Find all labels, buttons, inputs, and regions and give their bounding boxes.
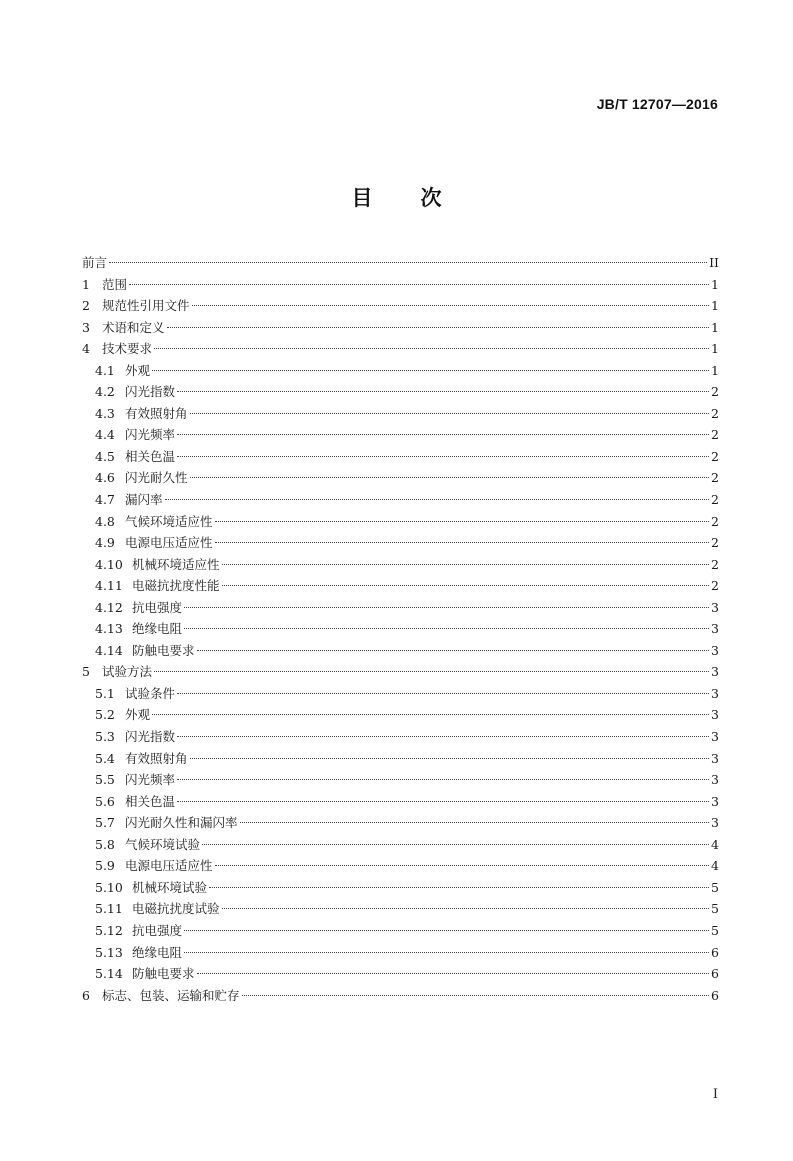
toc-entry-page: 3	[711, 815, 719, 831]
toc-entry[interactable]	[82, 360, 719, 382]
toc-entry-number: 5.9	[95, 858, 115, 874]
footer-page-number: I	[712, 1087, 718, 1102]
toc-entry-label: 闪光指数	[125, 729, 176, 745]
toc-entry-page: 2	[711, 492, 719, 508]
toc-entry-number: 5.7	[95, 815, 115, 831]
toc-entry[interactable]	[82, 898, 719, 920]
toc-entry-label: 外观	[125, 362, 151, 378]
toc-entry[interactable]	[82, 640, 719, 662]
toc-entry-label: 闪光耐久性	[125, 470, 188, 486]
toc-entry[interactable]	[82, 381, 719, 403]
toc-entry-label: 有效照射角	[125, 405, 188, 421]
toc-dot-leader	[190, 413, 709, 414]
toc-entry-number: 4.11	[95, 578, 123, 594]
toc-entry-label: 规范性引用文件	[102, 298, 190, 314]
toc-entry[interactable]	[82, 597, 719, 619]
toc-dot-leader	[222, 908, 709, 909]
toc-entry-number: 5.8	[95, 836, 115, 852]
toc-dot-leader	[152, 714, 709, 715]
toc-dot-leader	[177, 391, 709, 392]
toc-entry-number: 4.9	[95, 535, 115, 551]
document-code: JB/T 12707—2016	[596, 96, 718, 112]
toc-dot-leader	[215, 865, 709, 866]
toc-entry-number: 4.13	[95, 621, 123, 637]
toc-entry-page: 6	[711, 987, 719, 1003]
toc-dot-leader	[240, 822, 709, 823]
toc-dot-leader	[215, 521, 709, 522]
toc-entry-page: 6	[711, 966, 719, 982]
toc-entry[interactable]	[82, 489, 719, 511]
toc-entry-number: 2	[82, 298, 90, 314]
toc-dot-leader	[197, 650, 709, 651]
toc-entry[interactable]	[82, 511, 719, 533]
toc-entry-number: 4.14	[95, 642, 123, 658]
title-char-2: 次	[420, 185, 442, 210]
toc-entry-number: 3	[82, 319, 90, 335]
toc-entry-number: 4.8	[95, 513, 115, 529]
toc-entry-page: 3	[711, 707, 719, 723]
toc-dot-leader	[177, 801, 709, 802]
toc-entry-label: 气候环境试验	[125, 836, 201, 852]
toc-dot-leader	[190, 477, 709, 478]
toc-entry-number: 4.4	[95, 427, 115, 443]
toc-entry-page: 3	[711, 793, 719, 809]
toc-entry-label: 试验方法	[102, 664, 153, 680]
toc-entry[interactable]	[82, 661, 719, 683]
toc-entry-page: 2	[711, 384, 719, 400]
toc-entry[interactable]	[82, 942, 719, 964]
toc-entry[interactable]	[82, 403, 719, 425]
toc-entry-label: 闪光指数	[125, 384, 176, 400]
toc-dot-leader	[154, 348, 709, 349]
toc-entry-number: 5.12	[95, 922, 123, 938]
toc-dot-leader	[165, 499, 709, 500]
toc-entry-label: 电源电压适应性	[125, 535, 213, 551]
toc-entry-page: 4	[711, 858, 719, 874]
toc-entry-number: 4.6	[95, 470, 115, 486]
toc-dot-leader	[184, 607, 709, 608]
toc-dot-leader	[215, 542, 709, 543]
toc-entry-label: 范围	[102, 276, 128, 292]
toc-entry-page: 3	[711, 621, 719, 637]
toc-entry-number: 4	[82, 341, 90, 357]
toc-entry-label: 电磁抗扰度试验	[132, 901, 220, 917]
toc-entry[interactable]	[82, 812, 719, 834]
toc-entry-label: 电源电压适应性	[125, 858, 213, 874]
toc-entry-label: 绝缘电阻	[132, 944, 183, 960]
toc-dot-leader	[177, 693, 709, 694]
toc-entry[interactable]	[82, 683, 719, 705]
toc-entry-page: 3	[711, 750, 719, 766]
toc-entry-number: 5.5	[95, 772, 115, 788]
toc-entry[interactable]	[82, 920, 719, 942]
toc-entry[interactable]	[82, 295, 719, 317]
toc-entry-number: 5.2	[95, 707, 115, 723]
toc-entry-label: 相关色温	[125, 448, 176, 464]
toc-entry-number: 5.1	[95, 685, 115, 701]
toc-entry-label: 防触电要求	[132, 966, 195, 982]
toc-entry-label: 机械环境试验	[132, 879, 208, 895]
toc-entry[interactable]	[82, 424, 719, 446]
toc-entry-label: 闪光频率	[125, 772, 176, 788]
toc-dot-leader	[222, 585, 709, 586]
toc-dot-leader	[192, 305, 709, 306]
toc-entry-page: 1	[711, 319, 719, 335]
toc-entry-number: 5.10	[95, 879, 123, 895]
toc-entry-label: 外观	[125, 707, 151, 723]
toc-entry-label: 气候环境适应性	[125, 513, 213, 529]
toc-dot-leader	[222, 564, 709, 565]
toc-entry-number: 5.14	[95, 966, 123, 982]
toc-dot-leader	[184, 930, 709, 931]
toc-entry-label: 前言	[82, 255, 108, 270]
toc-entry-page: 3	[711, 685, 719, 701]
toc-entry-number: 5.6	[95, 793, 115, 809]
toc-dot-leader	[202, 844, 709, 845]
toc-entry-page: 2	[711, 556, 719, 572]
toc-entry-label: 标志、包装、运输和贮存	[102, 987, 240, 1003]
toc-entry[interactable]	[82, 274, 719, 296]
toc-dot-leader	[184, 952, 709, 953]
toc-dot-leader	[177, 456, 709, 457]
table-of-contents	[82, 252, 719, 1006]
toc-entry[interactable]	[82, 446, 719, 468]
toc-entry[interactable]	[82, 834, 719, 856]
toc-entry-number: 5.4	[95, 750, 115, 766]
toc-entry-label: 试验条件	[125, 685, 176, 701]
toc-entry-page: 3	[711, 599, 719, 615]
toc-entry-label: 抗电强度	[132, 922, 183, 938]
toc-entry[interactable]	[82, 726, 719, 748]
toc-entry-page: 2	[711, 535, 719, 551]
toc-entry-number: 5.11	[95, 901, 123, 917]
toc-entry[interactable]	[82, 855, 719, 877]
toc-entry[interactable]	[82, 554, 719, 576]
toc-entry-number: 4.2	[95, 384, 115, 400]
toc-entry[interactable]	[82, 963, 719, 985]
toc-entry-page: 2	[711, 405, 719, 421]
toc-dot-leader	[154, 671, 709, 672]
toc-entry[interactable]	[82, 704, 719, 726]
toc-entry[interactable]	[82, 252, 719, 274]
toc-dot-leader	[242, 995, 709, 996]
toc-entry-page: 1	[711, 341, 719, 357]
toc-entry-page: 5	[711, 922, 719, 938]
toc-dot-leader	[129, 284, 709, 285]
toc-dot-leader	[190, 758, 709, 759]
toc-entry-page: 5	[711, 879, 719, 895]
toc-entry-page: 6	[711, 944, 719, 960]
toc-entry[interactable]	[82, 317, 719, 339]
toc-entry[interactable]	[82, 338, 719, 360]
toc-entry-page: 2	[711, 470, 719, 486]
toc-entry-label: 术语和定义	[102, 319, 165, 335]
toc-dot-leader	[209, 887, 709, 888]
toc-entry-page: 2	[711, 427, 719, 443]
toc-dot-leader	[177, 736, 709, 737]
toc-entry-page: 1	[711, 362, 719, 378]
toc-entry-number: 4.7	[95, 492, 115, 508]
toc-dot-leader	[152, 370, 709, 371]
toc-entry-page: 5	[711, 901, 719, 917]
page-title	[0, 182, 793, 212]
toc-entry-label: 闪光耐久性和漏闪率	[125, 815, 238, 831]
toc-entry-label: 电磁抗扰度性能	[132, 578, 220, 594]
toc-entry-label: 绝缘电阻	[132, 621, 183, 637]
toc-entry-page: 3	[711, 772, 719, 788]
toc-dot-leader	[167, 327, 709, 328]
title-char-1: 目	[351, 185, 373, 210]
toc-entry[interactable]	[82, 575, 719, 597]
toc-entry-page: 3	[711, 729, 719, 745]
toc-entry-label: 漏闪率	[125, 492, 163, 508]
toc-entry[interactable]	[82, 748, 719, 770]
toc-entry-page: 2	[711, 578, 719, 594]
toc-entry-label: 防触电要求	[132, 642, 195, 658]
toc-entry[interactable]	[82, 877, 719, 899]
toc-dot-leader	[177, 779, 709, 780]
toc-entry-page: 2	[711, 513, 719, 529]
toc-entry-page: 2	[711, 448, 719, 464]
toc-dot-leader	[109, 262, 707, 263]
toc-entry-number: 6	[82, 987, 90, 1003]
toc-entry-number: 5.3	[95, 729, 115, 745]
toc-entry-label: 闪光频率	[125, 427, 176, 443]
toc-entry-label: 机械环境适应性	[132, 556, 220, 572]
toc-entry-number: 4.5	[95, 448, 115, 464]
toc-dot-leader	[184, 628, 709, 629]
toc-entry-number: 4.3	[95, 405, 115, 421]
toc-entry-number: 5.13	[95, 944, 123, 960]
toc-entry-number: 1	[82, 276, 90, 292]
toc-entry-label: 有效照射角	[125, 750, 188, 766]
toc-entry-number: 4.1	[95, 362, 115, 378]
toc-entry-page: 3	[711, 664, 719, 680]
toc-dot-leader	[177, 434, 709, 435]
toc-entry-label: 技术要求	[102, 341, 153, 357]
toc-entry[interactable]	[82, 532, 719, 554]
toc-dot-leader	[197, 973, 709, 974]
toc-entry-page: 4	[711, 836, 719, 852]
toc-entry[interactable]	[82, 769, 719, 791]
toc-entry-label: 相关色温	[125, 793, 176, 809]
toc-entry[interactable]	[82, 467, 719, 489]
toc-entry-number: 4.12	[95, 599, 123, 615]
toc-entry-label: 抗电强度	[132, 599, 183, 615]
toc-entry-page: 1	[711, 276, 719, 292]
toc-entry-number: 5	[82, 664, 90, 680]
toc-entry-page: 3	[711, 642, 719, 658]
toc-entry-page: II	[709, 255, 719, 270]
toc-entry[interactable]	[82, 985, 719, 1007]
toc-entry[interactable]	[82, 618, 719, 640]
toc-entry[interactable]	[82, 791, 719, 813]
toc-entry-page: 1	[711, 298, 719, 314]
toc-entry-number: 4.10	[95, 556, 123, 572]
